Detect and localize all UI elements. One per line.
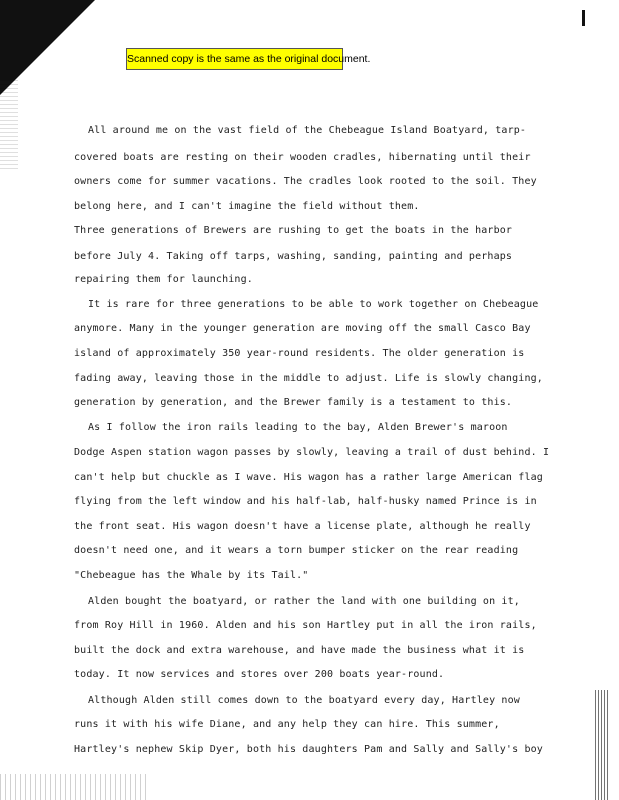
text-line: Three generations of Brewers are rushing to get the boats in the harbor bbox=[74, 225, 513, 236]
text-line: Alden bought the boatyard, or rather the land with one building on it, bbox=[88, 596, 520, 607]
text-line: owners come for summer vacations. The cradles look rooted to the soil. They bbox=[74, 176, 537, 187]
text-line: "Chebeague has the Whale by its Tail." bbox=[74, 570, 309, 581]
scan-notice-banner: Scanned copy is the same as the original document. bbox=[126, 48, 343, 70]
text-line: repairing them for launching. bbox=[74, 274, 253, 285]
text-line: anymore. Many in the younger generation are moving off the small Casco Bay bbox=[74, 323, 531, 334]
text-line: belong here, and I can't imagine the field without them. bbox=[74, 201, 420, 212]
scan-edge-right bbox=[595, 690, 609, 800]
text-line: the front seat. His wagon doesn't have a license plate, although he really bbox=[74, 521, 531, 532]
scan-speckle-left bbox=[0, 80, 18, 170]
text-line: generation by generation, and the Brewer family is a testament to this. bbox=[74, 397, 513, 408]
text-line: before July 4. Taking off tarps, washing, sanding, painting and perhaps bbox=[74, 251, 513, 262]
text-line: covered boats are resting on their wooden cradles, hibernating until their bbox=[74, 152, 531, 163]
text-line: from Roy Hill in 1960. Alden and his son Hartley put in all the iron rails, bbox=[74, 620, 537, 631]
text-line: All around me on the vast field of the Chebeague Island Boatyard, tarp- bbox=[88, 125, 527, 136]
text-line: can't help but chuckle as I wave. His wagon has a rather large American flag bbox=[74, 472, 543, 483]
text-line: built the dock and extra warehouse, and have made the business what it is bbox=[74, 645, 525, 656]
text-line: As I follow the iron rails leading to the bay, Alden Brewer's maroon bbox=[88, 422, 508, 433]
scan-edge-mark bbox=[582, 10, 585, 26]
text-line: Dodge Aspen station wagon passes by slowly, leaving a trail of dust behind. I bbox=[74, 447, 550, 458]
text-line: flying from the left window and his half-lab, half-husky named Prince is in bbox=[74, 496, 537, 507]
scan-speckle-bottom bbox=[0, 774, 150, 800]
text-line: runs it with his wife Diane, and any help they can hire. This summer, bbox=[74, 719, 500, 730]
text-line: today. It now services and stores over 200 boats year-round. bbox=[74, 669, 445, 680]
text-line: doesn't need one, and it wears a torn bumper sticker on the rear reading bbox=[74, 545, 519, 556]
text-line: Although Alden still comes down to the boatyard every day, Hartley now bbox=[88, 695, 520, 706]
text-line: It is rare for three generations to be able to work together on Chebeague bbox=[88, 299, 539, 310]
text-line: island of approximately 350 year-round residents. The older generation is bbox=[74, 348, 525, 359]
text-line: fading away, leaving those in the middle to adjust. Life is slowly changing, bbox=[74, 373, 543, 384]
text-line: Hartley's nephew Skip Dyer, both his daughters Pam and Sally and Sally's boy bbox=[74, 744, 543, 755]
